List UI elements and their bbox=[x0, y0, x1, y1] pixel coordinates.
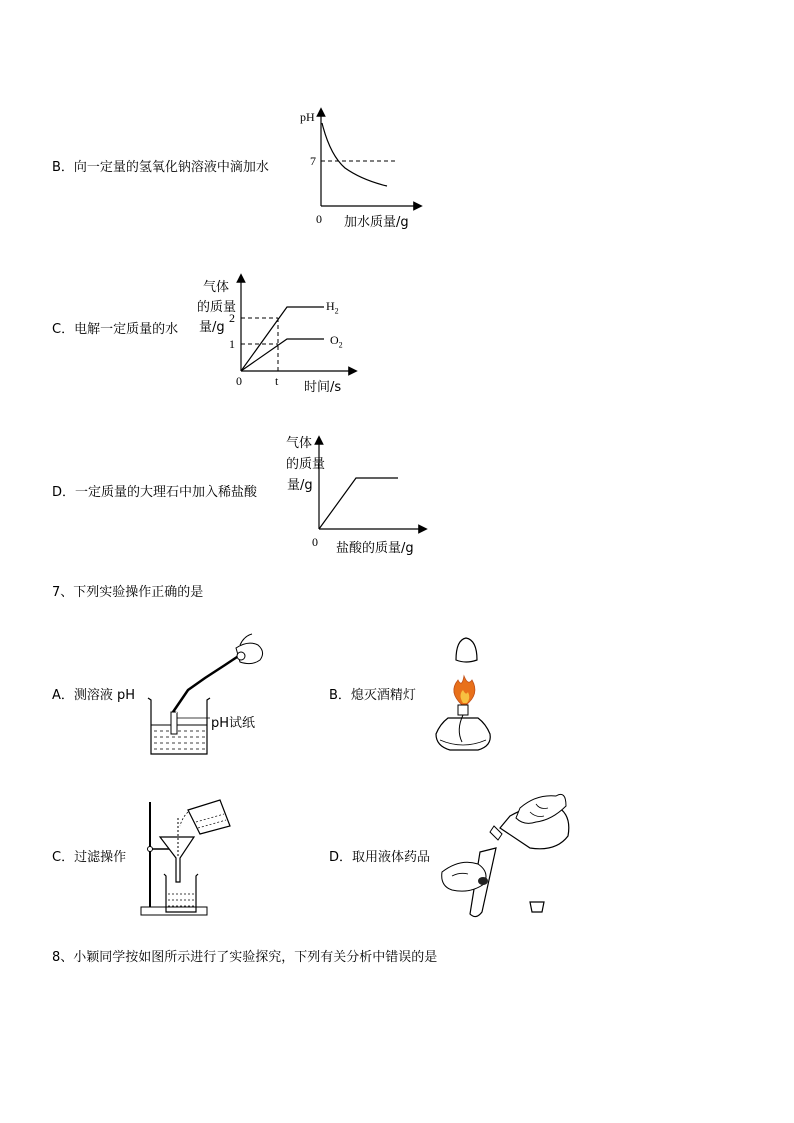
ph-axis-label: pH bbox=[300, 110, 315, 124]
option-a-text: A．测溶液 pH bbox=[52, 688, 136, 703]
x-tick-t: t bbox=[275, 374, 279, 388]
origin-label: 0 bbox=[312, 535, 318, 549]
o2-label: $O_2$ bbox=[330, 333, 343, 350]
y-axis-label-l3: 量/g bbox=[287, 478, 313, 493]
question-8: 8、小颖同学按如图所示进行了实验探究，下列有关分析中错误的是 bbox=[52, 950, 438, 965]
x-axis-label: 加水质量/g bbox=[344, 215, 409, 230]
y-tick-2: 2 bbox=[229, 311, 235, 325]
o2-line bbox=[241, 339, 324, 371]
gas-line bbox=[319, 478, 398, 529]
h2-line bbox=[241, 307, 324, 371]
y-axis-label-l1: 气体 bbox=[203, 280, 230, 295]
question-7: 7、下列实验操作正确的是 bbox=[52, 585, 204, 600]
option-d7-text: D．取用液体药品 bbox=[329, 850, 431, 865]
ph-7-tick: 7 bbox=[310, 154, 316, 168]
h2-label: $H_2$ bbox=[326, 299, 339, 316]
origin-label: 0 bbox=[316, 212, 322, 226]
y-axis-label-l3: 量/g bbox=[199, 320, 225, 335]
origin-label: 0 bbox=[236, 374, 242, 388]
option-c-text: C．电解一定质量的水 bbox=[52, 322, 179, 337]
option-b-text: B．向一定量的氢氧化钠溶液中滴加水 bbox=[52, 160, 269, 175]
option-c7-text: C．过滤操作 bbox=[52, 850, 127, 865]
ph-paper-label: pH试纸 bbox=[211, 716, 256, 731]
ph-curve bbox=[322, 123, 387, 186]
option-b7-text: B．熄灭酒精灯 bbox=[329, 688, 416, 703]
y-axis-label-l2: 的质量 bbox=[286, 457, 326, 472]
x-axis-label: 时间/s bbox=[304, 380, 342, 395]
y-tick-1: 1 bbox=[229, 337, 235, 351]
option-d-text: D．一定质量的大理石中加入稀盐酸 bbox=[52, 485, 258, 500]
x-axis-label: 盐酸的质量/g bbox=[336, 541, 414, 556]
y-axis-label-l1: 气体 bbox=[286, 436, 313, 451]
y-axis-label-l2: 的质量 bbox=[197, 300, 237, 315]
